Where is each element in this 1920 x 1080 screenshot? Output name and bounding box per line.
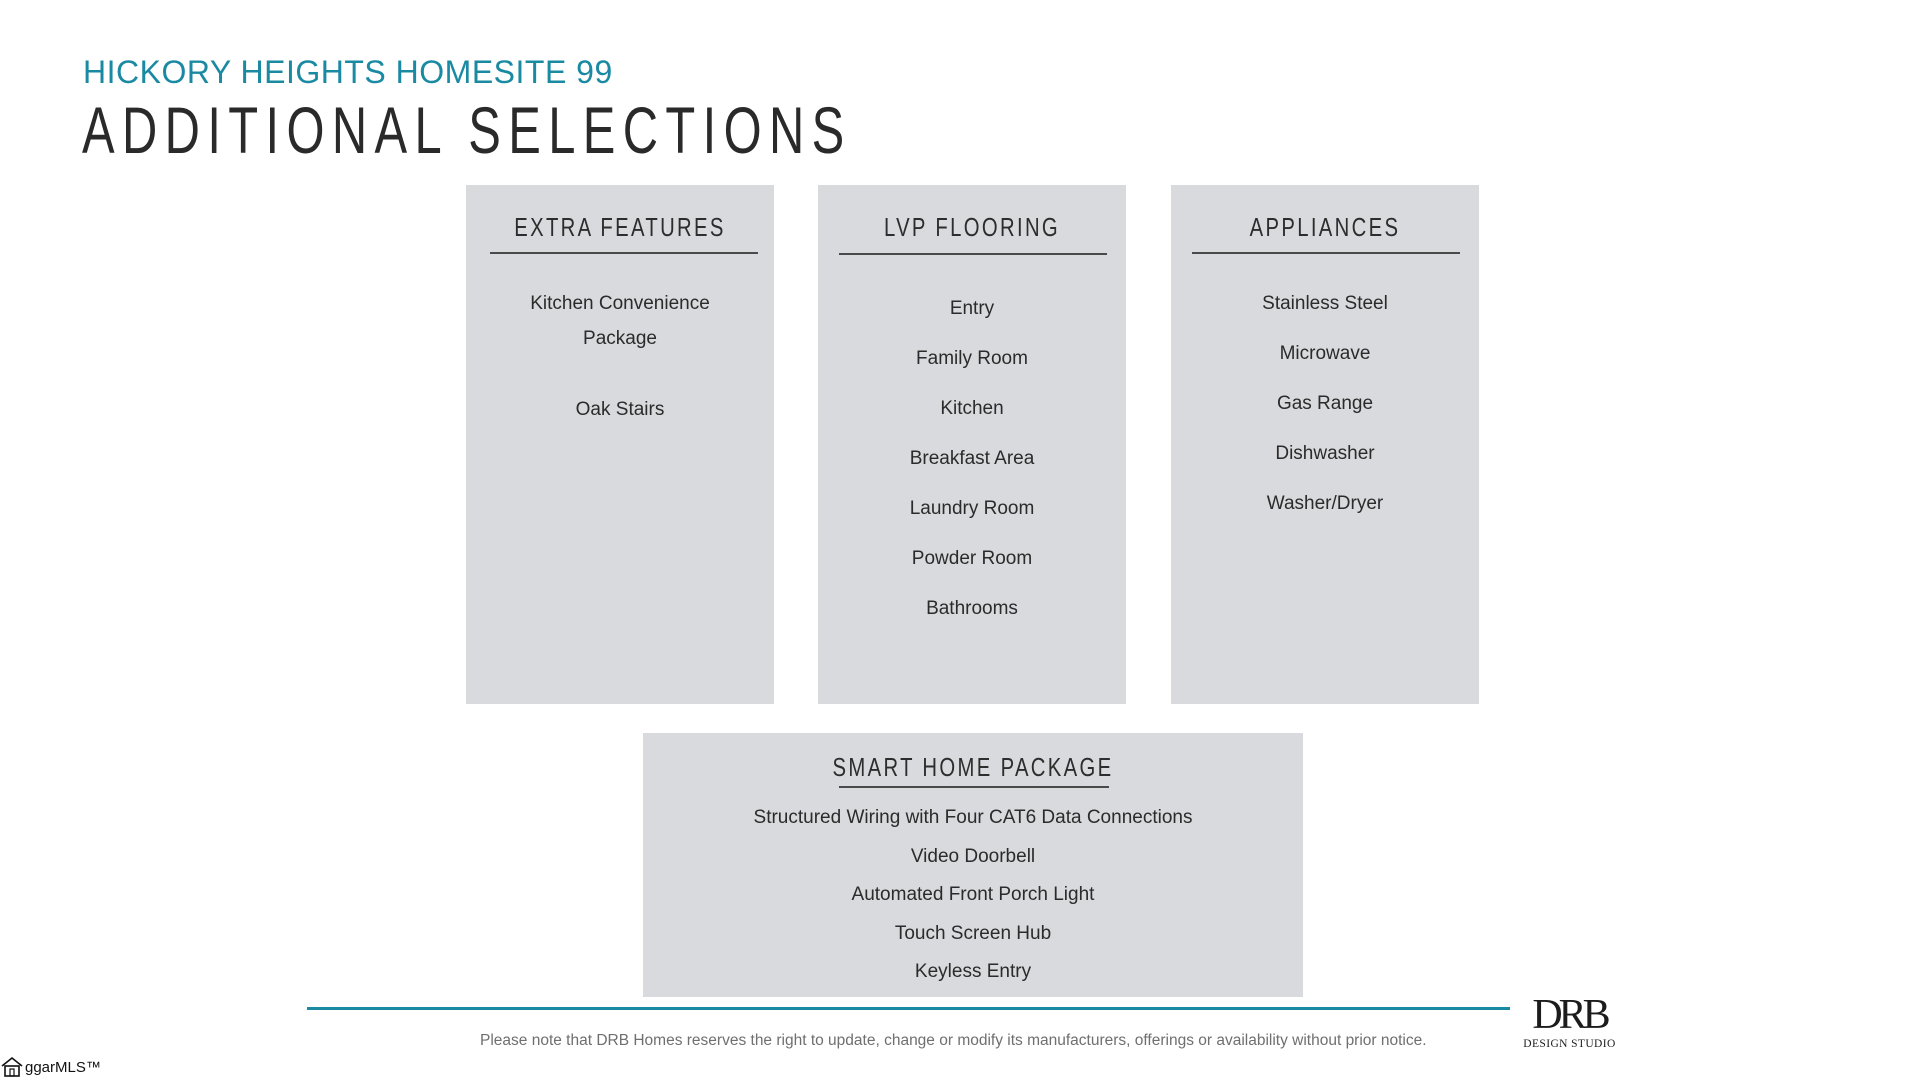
homesite-subtitle: HICKORY HEIGHTS HOMESITE 99 bbox=[83, 54, 613, 90]
list-item: Kitchen bbox=[940, 398, 1004, 419]
appliances-divider bbox=[1192, 252, 1460, 254]
smart-home-header: SMART HOME PACKAGE bbox=[832, 752, 1114, 782]
list-item: Kitchen Convenience bbox=[530, 293, 710, 314]
extra-features-divider bbox=[490, 252, 758, 254]
lvp-flooring-panel bbox=[818, 185, 1126, 704]
logo-subtext: DESIGN STUDIO bbox=[1523, 1038, 1616, 1050]
list-item: Gas Range bbox=[1276, 393, 1374, 414]
drb-design-studio-logo bbox=[1522, 994, 1617, 1050]
list-item: Oak Stairs bbox=[575, 399, 665, 420]
extra-features-panel bbox=[466, 185, 774, 704]
logo-mark: DRB bbox=[1532, 992, 1607, 1038]
appliances-panel bbox=[1171, 185, 1479, 704]
mls-watermark bbox=[0, 1055, 101, 1079]
list-item: Automated Front Porch Light bbox=[851, 884, 1095, 905]
list-item: Breakfast Area bbox=[909, 448, 1035, 469]
smart-home-panel bbox=[643, 733, 1303, 997]
list-item: Family Room bbox=[916, 348, 1028, 369]
appliances-header: APPLIANCES bbox=[1249, 212, 1401, 242]
list-item: Structured Wiring with Four CAT6 Data Connections bbox=[753, 807, 1193, 828]
list-item: Powder Room bbox=[911, 548, 1033, 569]
list-item: Bathrooms bbox=[926, 598, 1018, 619]
list-item: Package bbox=[583, 328, 657, 349]
smart-home-divider bbox=[839, 786, 1109, 788]
footer-divider bbox=[307, 1007, 1510, 1010]
list-item: Entry bbox=[949, 298, 995, 319]
list-item: Stainless Steel bbox=[1262, 293, 1388, 314]
lvp-flooring-header: LVP FLOORING bbox=[883, 212, 1061, 242]
list-item: Dishwasher bbox=[1275, 443, 1375, 464]
list-item: Microwave bbox=[1279, 343, 1371, 364]
watermark-text: ggarMLS™ bbox=[25, 1058, 101, 1076]
list-item: Laundry Room bbox=[909, 498, 1035, 519]
lvp-flooring-divider bbox=[839, 253, 1107, 255]
list-item: Washer/Dryer bbox=[1266, 493, 1384, 514]
disclaimer-text: Please note that DRB Homes reserves the right to update, change or modify its manufacturers, offerings or availability without prior notice. bbox=[480, 1032, 1427, 1049]
page-title: ADDITIONAL SELECTIONS bbox=[82, 93, 852, 167]
extra-features-header: EXTRA FEATURES bbox=[514, 212, 726, 242]
list-item: Video Doorbell bbox=[910, 846, 1036, 867]
list-item: Keyless Entry bbox=[914, 961, 1032, 982]
list-item: Touch Screen Hub bbox=[894, 923, 1052, 944]
house-icon bbox=[0, 1055, 24, 1079]
